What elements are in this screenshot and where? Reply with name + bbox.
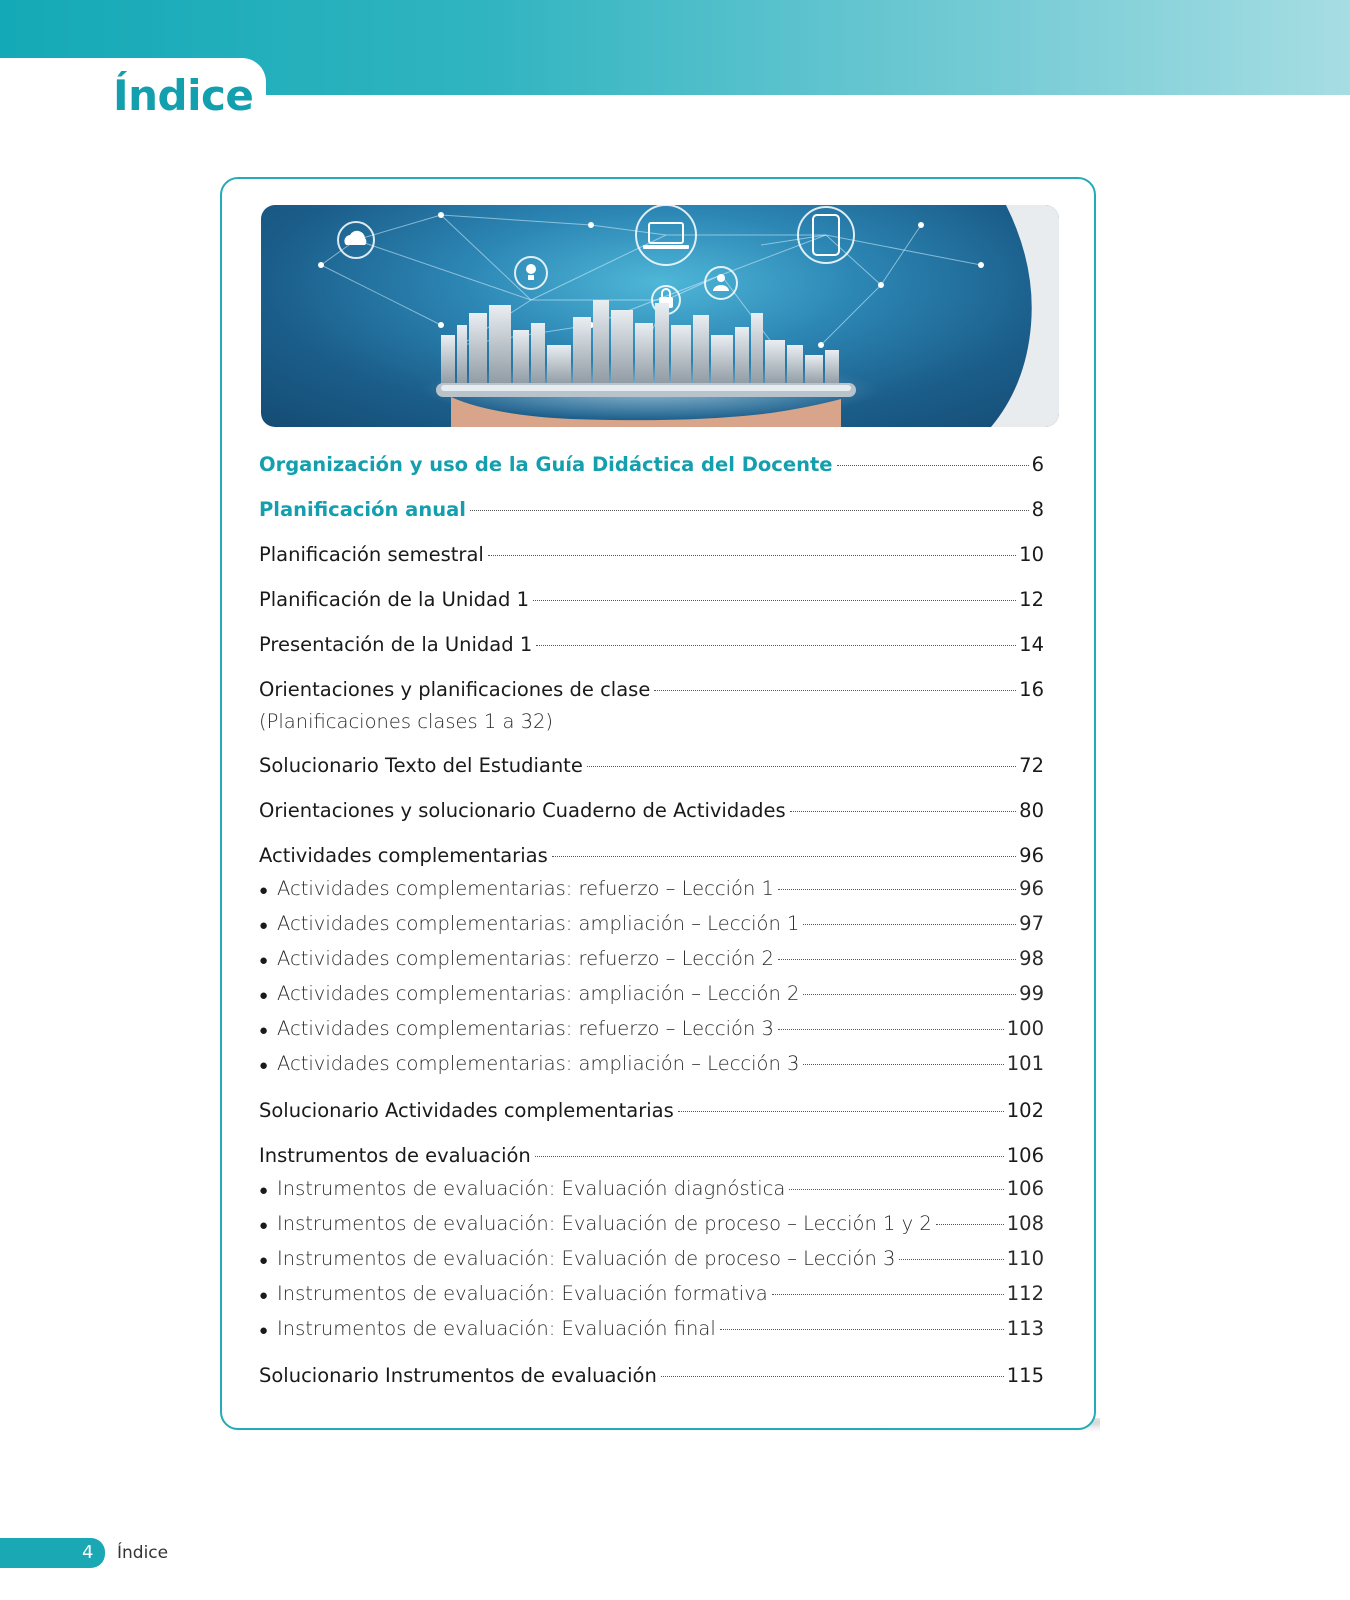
toc-entry-page: 72: [1019, 754, 1044, 777]
bullet-icon: ●: [259, 951, 269, 969]
toc-entry-title: Solucionario Texto del Estudiante: [259, 754, 583, 777]
toc-entry-page: 14: [1019, 633, 1044, 656]
bullet-icon: ●: [259, 986, 269, 1004]
smart-city-illustration: [261, 205, 1059, 427]
toc-subentry-title: Instrumentos de evaluación: Evaluación de proceso – Lección 3: [277, 1247, 896, 1270]
toc-entry-page: 106: [1006, 1144, 1044, 1167]
dot-leader: [535, 1156, 1004, 1157]
toc-subentry[interactable]: [259, 1172, 1044, 1207]
toc-subentry[interactable]: [259, 1242, 1044, 1277]
dot-leader: [778, 959, 1016, 960]
toc-subentry[interactable]: [259, 872, 1044, 907]
toc-subentry-page: 96: [1019, 877, 1044, 900]
toc-subentry-page: 98: [1019, 947, 1044, 970]
toc-entry[interactable]: [259, 1359, 1044, 1392]
dot-leader: [789, 1189, 1003, 1190]
dot-leader: [470, 510, 1029, 511]
footer-page-number: 4: [82, 1542, 94, 1563]
toc-entry[interactable]: [259, 538, 1044, 571]
bullet-icon: ●: [259, 1056, 269, 1074]
footer-label: Índice: [117, 1543, 169, 1563]
toc-entry[interactable]: [259, 1094, 1044, 1127]
toc-entry[interactable]: [259, 794, 1044, 827]
dot-leader: [678, 1111, 1004, 1112]
toc-subentry-title: Instrumentos de evaluación: Evaluación de proceso – Lección 1 y 2: [277, 1212, 932, 1235]
toc-entry-page: 12: [1019, 588, 1044, 611]
toc-entry-page: 96: [1019, 844, 1044, 867]
page-title: Índice: [113, 71, 254, 120]
toc-subentry-title: Actividades complementarias: ampliación – Lección 3: [277, 1052, 800, 1075]
dot-leader: [536, 645, 1016, 646]
toc-entry-page: 115: [1006, 1364, 1044, 1387]
toc-subentry-page: 113: [1006, 1317, 1044, 1340]
toc-entry[interactable]: [259, 749, 1044, 782]
toc-entry[interactable]: [259, 673, 1044, 706]
toc-subentry-title: Instrumentos de evaluación: Evaluación formativa: [277, 1282, 768, 1305]
toc-subentry-title: Actividades complementarias: refuerzo – Lección 3: [277, 1017, 774, 1040]
dot-leader: [936, 1224, 1004, 1225]
dot-leader: [488, 555, 1016, 556]
bullet-icon: ●: [259, 881, 269, 899]
toc-subentry-title: Actividades complementarias: ampliación – Lección 1: [277, 912, 800, 935]
dot-leader: [778, 1029, 1004, 1030]
toc-entry-title: Presentación de la Unidad 1: [259, 633, 533, 656]
toc-subentry-page: 100: [1006, 1017, 1044, 1040]
toc-entry-title: Solucionario Actividades complementarias: [259, 1099, 674, 1122]
toc-entry-page: 16: [1019, 678, 1044, 701]
toc-entry-title: Planificación anual: [259, 498, 466, 521]
dot-leader: [837, 465, 1029, 466]
bullet-icon: ●: [259, 1181, 269, 1199]
dot-leader: [899, 1259, 1003, 1260]
toc-subentry-page: 101: [1006, 1052, 1044, 1075]
toc-subentry-page: 112: [1006, 1282, 1044, 1305]
toc-entry-page: 102: [1006, 1099, 1044, 1122]
toc-subentry-page: 108: [1006, 1212, 1044, 1235]
toc-entry-note: (Planificaciones clases 1 a 32): [259, 710, 554, 733]
dot-leader: [552, 856, 1016, 857]
bullet-icon: ●: [259, 1216, 269, 1234]
toc-entry[interactable]: [259, 448, 1044, 481]
toc-subentry-page: 97: [1019, 912, 1044, 935]
toc-entry-title: Orientaciones y planificaciones de clase: [259, 678, 651, 701]
toc-entry-title: Solucionario Instrumentos de evaluación: [259, 1364, 657, 1387]
dot-leader: [790, 811, 1016, 812]
toc-subentry[interactable]: [259, 1312, 1044, 1347]
toc-entry-page: 6: [1031, 453, 1044, 476]
bullet-icon: ●: [259, 1251, 269, 1269]
toc-entry[interactable]: [259, 1139, 1044, 1172]
toc-subentry[interactable]: [259, 1047, 1044, 1082]
toc-subentry-page: 106: [1006, 1177, 1044, 1200]
table-of-contents: [259, 448, 1044, 1392]
dot-leader: [654, 690, 1016, 691]
toc-entry[interactable]: [259, 493, 1044, 526]
toc-entry-title: Organización y uso de la Guía Didáctica del Docente: [259, 453, 833, 476]
toc-entry[interactable]: [259, 628, 1044, 661]
toc-subentry[interactable]: [259, 1207, 1044, 1242]
dot-leader: [803, 924, 1016, 925]
dot-leader: [803, 994, 1016, 995]
toc-subentry-title: Instrumentos de evaluación: Evaluación final: [277, 1317, 716, 1340]
toc-subentry[interactable]: [259, 1012, 1044, 1047]
toc-entry-page: 8: [1031, 498, 1044, 521]
toc-entry-title: Actividades complementarias: [259, 844, 548, 867]
toc-subentry-title: Actividades complementarias: refuerzo – Lección 2: [277, 947, 774, 970]
dot-leader: [772, 1294, 1004, 1295]
toc-subentry[interactable]: [259, 942, 1044, 977]
dot-leader: [587, 766, 1016, 767]
toc-entry-page: 80: [1019, 799, 1044, 822]
dot-leader: [661, 1376, 1004, 1377]
toc-subentry[interactable]: [259, 1277, 1044, 1312]
bullet-icon: ●: [259, 916, 269, 934]
toc-entry-title: Orientaciones y solucionario Cuaderno de Actividades: [259, 799, 786, 822]
toc-subentry-title: Actividades complementarias: refuerzo – Lección 1: [277, 877, 774, 900]
toc-entry-title: Instrumentos de evaluación: [259, 1144, 531, 1167]
dot-leader: [778, 889, 1016, 890]
bullet-icon: ●: [259, 1286, 269, 1304]
bullet-icon: ●: [259, 1321, 269, 1339]
dot-leader: [803, 1064, 1003, 1065]
toc-subentry-page: 99: [1019, 982, 1044, 1005]
toc-entry[interactable]: [259, 839, 1044, 872]
toc-subentry[interactable]: [259, 907, 1044, 942]
hero-illustration: [261, 205, 1059, 427]
toc-entry-page: 10: [1019, 543, 1044, 566]
toc-subentry[interactable]: [259, 977, 1044, 1012]
toc-entry-title: Planificación de la Unidad 1: [259, 588, 529, 611]
toc-subentry-page: 110: [1006, 1247, 1044, 1270]
toc-subentry-title: Instrumentos de evaluación: Evaluación diagnóstica: [277, 1177, 786, 1200]
bullet-icon: ●: [259, 1021, 269, 1039]
toc-subentry-title: Actividades complementarias: ampliación – Lección 2: [277, 982, 800, 1005]
toc-entry[interactable]: [259, 583, 1044, 616]
dot-leader: [720, 1329, 1004, 1330]
toc-entry-title: Planificación semestral: [259, 543, 484, 566]
dot-leader: [533, 600, 1016, 601]
